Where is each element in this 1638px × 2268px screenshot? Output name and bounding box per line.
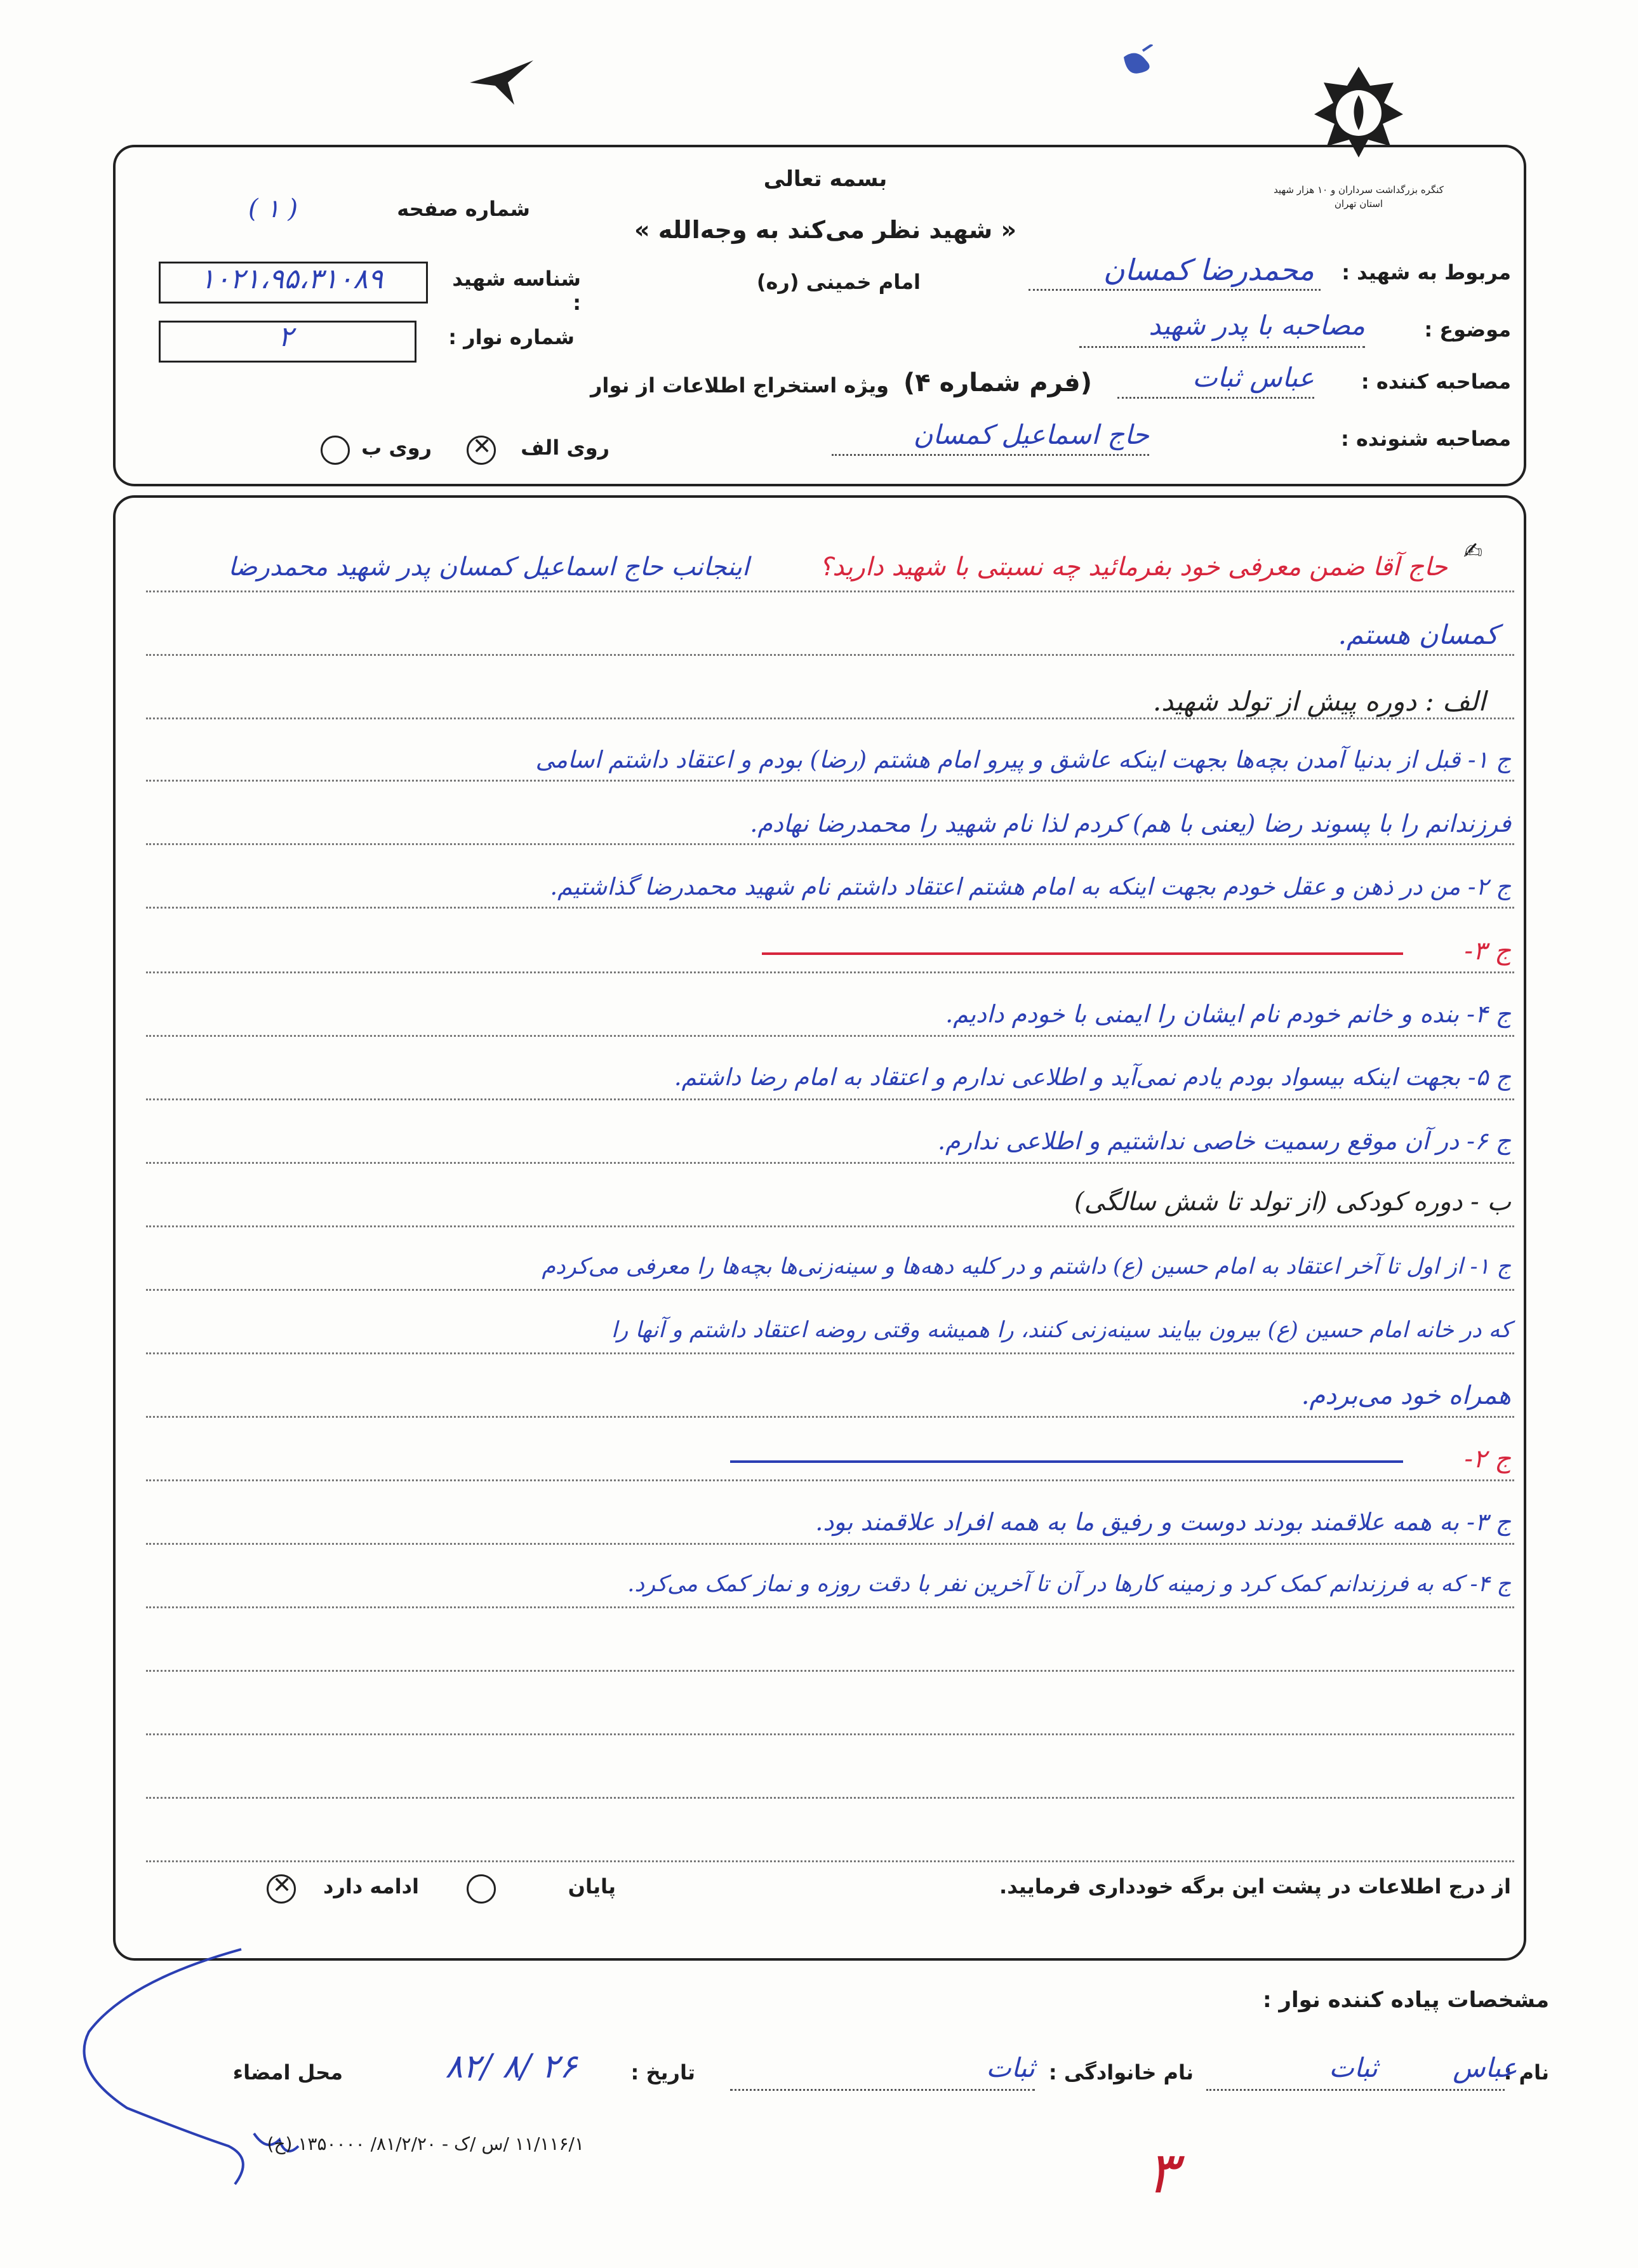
answer-line: ج ۳- xyxy=(1464,937,1511,966)
ruled-line xyxy=(146,1225,1514,1227)
name-value: عباس xyxy=(1453,2052,1517,2083)
answer-line: ج ۶- در آن موقع رسمیت خاصی نداشتیم و اطلاعی ندارم. xyxy=(938,1127,1511,1155)
ruled-line xyxy=(146,1035,1514,1037)
name-value-2: ثبات xyxy=(1329,2052,1378,2083)
form-subtitle: ویژه استخراج اطلاعات از نوار xyxy=(590,373,889,397)
form-title: (فرم شماره ۴) xyxy=(903,368,1092,397)
family-underline xyxy=(730,2089,1035,2091)
name-underline xyxy=(1206,2089,1505,2091)
answer-line: همراه خود می‌بردم. xyxy=(1301,1381,1511,1410)
continues-radio[interactable] xyxy=(267,1874,296,1904)
ruled-line xyxy=(146,1797,1514,1799)
org-name: کنگره بزرگداشت سرداران و ۱۰ هزار شهید استان تهران xyxy=(1274,184,1444,210)
form-code: ۱۱/۱۱۶/۱ /س /ک - ۸۱/۲/۲۰/ ۱۳۵۰۰۰۰ (خ) xyxy=(267,2133,584,2154)
answer-line: اینجانب حاج اسماعیل کمسان پدر شهید محمدرضا xyxy=(228,552,749,582)
family-value: ثبات xyxy=(986,2052,1035,2083)
answer-line: که در خانه امام حسین (ع) بیرون بیایند سینه‌زنی کنند، را همیشه وقتی روضه اعتقاد داشتم و آنها را xyxy=(611,1317,1511,1343)
related-martyr-label: مربوط به شهید : xyxy=(1342,260,1511,284)
ruled-line xyxy=(146,843,1514,845)
ruled-line xyxy=(146,1606,1514,1608)
ruled-line xyxy=(146,1098,1514,1100)
motto-author: امام خمینی (ره) xyxy=(756,270,921,294)
motto: « شهید نظر می‌کند به وجه‌الله » xyxy=(634,216,1017,244)
ruled-line xyxy=(146,717,1514,719)
subject-label: موضوع : xyxy=(1424,317,1511,342)
ruled-line xyxy=(146,1733,1514,1735)
end-radio[interactable] xyxy=(467,1874,496,1904)
date-label: تاریخ : xyxy=(630,2060,695,2085)
martyr-id-label: شناسه شهید : xyxy=(452,267,581,315)
interviewee-value: حاج اسماعیل کمسان xyxy=(913,419,1149,450)
ruled-line xyxy=(146,1670,1514,1672)
ruled-line xyxy=(146,971,1514,973)
date-value: ۸۲/ ۸/ ۲۶ xyxy=(445,2048,577,2086)
instruction-text: از درج اطلاعات در پشت این برگه خودداری فرمایید. xyxy=(999,1874,1511,1898)
tape-number-label: شماره نوار : xyxy=(448,325,575,349)
ruled-line xyxy=(146,1543,1514,1545)
answer-line: ج ۲- xyxy=(1464,1444,1511,1474)
side-a-radio[interactable] xyxy=(467,436,496,465)
answer-line: ج ۵- بجهت اینکه بیسواد بودم یادم نمی‌آید و اطلاعی ندارم و اعتقاد به امام رضا داشتم. xyxy=(674,1064,1511,1091)
continues-label: ادامه دارد xyxy=(323,1874,419,1898)
answer-line: ج ۱- از اول تا آخر اعتقاد به امام حسین (ع) داشتم و در کلیه دهه‌ها و سینه‌زنی‌ها بچه‌ها را معرفی می‌کردم xyxy=(542,1254,1511,1279)
martyr-id-value: ۱۰۲۱،۹۵،۳۱۰۸۹ xyxy=(199,263,383,295)
blank-answer-stroke xyxy=(762,952,1403,955)
answer-line: ج ۴- که به فرزندانم کمک کرد و زمینه کارها در آن تا آخرین نفر با دقت روزه و نماز کمک می‌کرد. xyxy=(627,1571,1511,1597)
signature-scribble xyxy=(51,1943,317,2197)
ruled-line xyxy=(146,590,1514,592)
related-martyr-value: محمدرضا کمسان xyxy=(1103,253,1314,287)
related-martyr-underline xyxy=(1029,289,1321,291)
page-number-value: ( ۱ ) xyxy=(248,194,298,223)
star-emblem-icon xyxy=(1308,63,1409,159)
side-b-label: روی ب xyxy=(361,436,432,460)
ruled-line xyxy=(146,1479,1514,1481)
subject-value: مصاحبه با پدر شهید xyxy=(1149,310,1365,341)
ruled-line xyxy=(146,1352,1514,1354)
family-label: نام خانوادگی : xyxy=(1048,2060,1194,2085)
subject-underline xyxy=(1079,346,1365,348)
page-number-label: شماره صفحه xyxy=(397,197,530,221)
ruled-line xyxy=(146,1162,1514,1164)
signature-label: محل امضاء xyxy=(232,2060,343,2085)
ruled-line xyxy=(146,1416,1514,1418)
side-b-radio[interactable] xyxy=(321,436,350,465)
side-a-label: روی الف xyxy=(521,436,609,460)
interviewer-value: عباس ثبات xyxy=(1192,362,1314,393)
ink-mark-decoration xyxy=(463,51,540,108)
ruled-line xyxy=(146,780,1514,782)
interviewer-label: مصاحبه کننده : xyxy=(1361,370,1511,394)
page-mark: ۳ xyxy=(1146,2140,1178,2206)
congress-logo xyxy=(1308,63,1409,159)
interviewee-underline xyxy=(832,454,1149,456)
section-heading-a: الف : دوره پیش از تولد شهید. xyxy=(1152,686,1486,717)
bismillah: بسمه تعالی xyxy=(763,166,888,192)
answer-line: فرزندانم را با پسوند رضا (یعنی با هم) کردم لذا نام شهید را محمدرضا نهادم. xyxy=(750,810,1511,837)
implementer-heading: مشخصات پیاده کننده نوار : xyxy=(1262,1987,1549,2013)
end-label: پایان xyxy=(568,1874,616,1898)
answer-line: ج ۳- به همه علاقمند بودند دوست و رفیق ما به همه افراد علاقمند بود. xyxy=(815,1508,1511,1536)
answer-line: ج ۲- من در ذهن و عقل خودم بجهت اینکه به امام هشتم اعتقاد داشتم نام شهید محمدرضا گذاشتیم. xyxy=(550,873,1511,900)
ink-blot-decoration xyxy=(1111,44,1162,83)
ruled-line xyxy=(146,1289,1514,1291)
name-label: نام : xyxy=(1503,2060,1549,2085)
question-line: حاج آقا ضمن معرفی خود بفرمائید چه نسبتی با شهید دارید؟ xyxy=(819,552,1448,582)
answer-line: ج ۱- قبل از بدنیا آمدن بچه‌ها بجهت اینکه عاشق و پیرو امام هشتم (رضا) بودم و اعتقاد داشتم اسامی xyxy=(535,746,1511,773)
blank-answer-stroke xyxy=(730,1460,1403,1463)
ruled-line xyxy=(146,654,1514,656)
tape-number-value: ۲ xyxy=(278,321,293,353)
pen-icon: ✍ xyxy=(1463,538,1483,564)
ruled-line xyxy=(146,907,1514,909)
answer-line: ج ۴- بنده و خانم خودم نام ایشان را ایمنی با خودم دادیم. xyxy=(945,1000,1511,1028)
answer-line: کمسان هستم. xyxy=(1338,619,1498,650)
section-heading-b: ب - دوره کودکی (از تولد تا شش سالگی) xyxy=(1074,1187,1511,1217)
interviewee-label: مصاحبه شنونده : xyxy=(1341,427,1511,451)
interviewer-underline xyxy=(1117,397,1314,399)
ruled-line xyxy=(146,1860,1514,1862)
